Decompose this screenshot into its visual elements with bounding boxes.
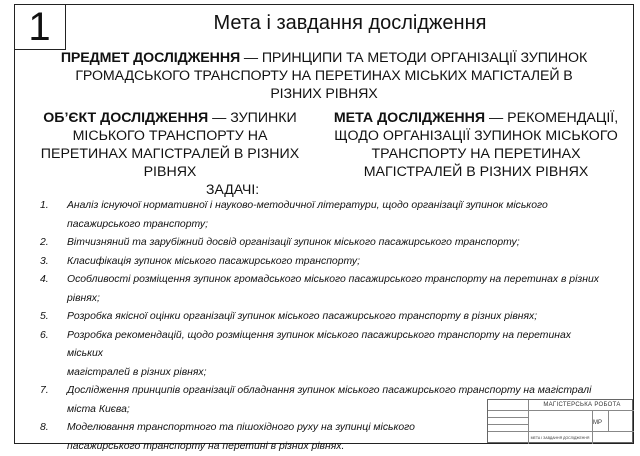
- object-block: [22, 109, 318, 181]
- slide-number: 1: [14, 4, 66, 50]
- task-text-cont: пасажирського транспорту;: [67, 216, 600, 235]
- stamp-title: МАГІСТЕРСЬКА РОБОТА: [532, 402, 632, 408]
- subject-text-2: ГРОМАДСЬКОГО ТРАНСПОРТУ НА ПЕРЕТИНАХ МІСЬКИХ МАГІСТАЛЕЙ В: [22, 67, 626, 85]
- stamp-rule: [608, 410, 609, 431]
- task-item: [40, 197, 600, 234]
- task-text-cont: рівнях;: [67, 290, 600, 309]
- stamp-rule: [488, 410, 634, 411]
- task-number: 6.: [40, 327, 49, 346]
- goal-text-4: МАГІСТРАЛЕЙ В РІЗНИХ РІВНЯХ: [324, 163, 628, 181]
- task-text: Моделювання транспортного та пішохідного руху на зупинці міського: [67, 419, 600, 438]
- stamp-code: МР: [593, 420, 602, 426]
- task-text-cont: пасажирського транспорту на перетині в різних рівнях.: [67, 438, 600, 456]
- goal-text-3: ТРАНСПОРТУ НА ПЕРЕТИНАХ: [324, 145, 628, 163]
- task-item: [40, 253, 600, 272]
- goal-heading: МЕТА ДОСЛІДЖЕННЯ: [334, 110, 485, 126]
- task-item: [40, 308, 600, 327]
- task-number: 4.: [40, 271, 49, 290]
- task-item: [40, 327, 600, 383]
- task-text-cont: магістралей в різних рівнях;: [67, 364, 600, 383]
- stamp-rule: [488, 424, 528, 425]
- subject-heading: ПРЕДМЕТ ДОСЛІДЖЕННЯ: [61, 50, 240, 66]
- subject-text-3: РІЗНИХ РІВНЯХ: [22, 85, 626, 103]
- task-number: 8.: [40, 419, 49, 438]
- page-title: Мета і завдання дослідження: [66, 12, 634, 35]
- task-text: Особливості розміщення зупинок громадського міського пасажирського транспорту на перетинах в різних: [67, 271, 600, 290]
- stamp-rule: [488, 431, 634, 432]
- goal-text-1: — РЕКОМЕНДАЦІЇ,: [485, 110, 618, 126]
- stamp-subtitle: МЕТА І ЗАВДАННЯ ДОСЛІДЖЕННЯ: [528, 436, 592, 440]
- task-text: Аналіз існуючої нормативної і науково-методичної літератури, щодо організації зупинок міського: [67, 197, 600, 216]
- task-number: 3.: [40, 253, 49, 272]
- goal-block: [324, 109, 628, 181]
- task-text: Класифікація зупинок міського пасажирського транспорту;: [67, 253, 600, 272]
- title-block-stamp: [487, 399, 633, 443]
- task-number: 7.: [40, 382, 49, 401]
- tasks-heading: ЗАДАЧІ:: [206, 181, 259, 197]
- task-number: 5.: [40, 308, 49, 327]
- subject-text-1: — ПРИНЦИПИ ТА МЕТОДИ ОРГАНІЗАЦІЇ ЗУПИНОК: [240, 50, 587, 66]
- task-text-cont: міста Києва;: [67, 401, 600, 420]
- object-heading: ОБ’ЄКТ ДОСЛІДЖЕННЯ: [43, 110, 208, 126]
- goal-text-2: ЩОДО ОРГАНІЗАЦІЇ ЗУПИНОК МІСЬКОГО: [324, 127, 628, 145]
- object-text-3: ПЕРЕТИНАХ МАГІСТРАЛЕЙ В РІЗНИХ: [22, 145, 318, 163]
- task-number: 2.: [40, 234, 49, 253]
- task-item: [40, 271, 600, 308]
- task-item: [40, 234, 600, 253]
- subject-block: [22, 49, 626, 103]
- stamp-rule: [488, 417, 528, 418]
- object-text-4: РІВНЯХ: [22, 163, 318, 181]
- task-text: Розробка якісної оцінки організації зупинок міського пасажирського транспорту в різних рівнях;: [67, 308, 600, 327]
- stamp-rule: [592, 410, 593, 444]
- object-text-2: МІСЬКОГО ТРАНСПОРТУ НА: [22, 127, 318, 145]
- task-number: 1.: [40, 197, 49, 216]
- object-text-1: — ЗУПИНКИ: [208, 110, 297, 126]
- task-text: Дослідження принципів організації обладнання зупинок міського пасажирського транспорту на магістралі: [67, 382, 600, 401]
- task-text: Розробка рекомендацій, щодо розміщення зупинок міського пасажирського транспорту на перетинах міських: [67, 327, 600, 364]
- task-text: Вітчизняний та зарубіжний досвід організації зупинок міського пасажирського транспорту;: [67, 234, 600, 253]
